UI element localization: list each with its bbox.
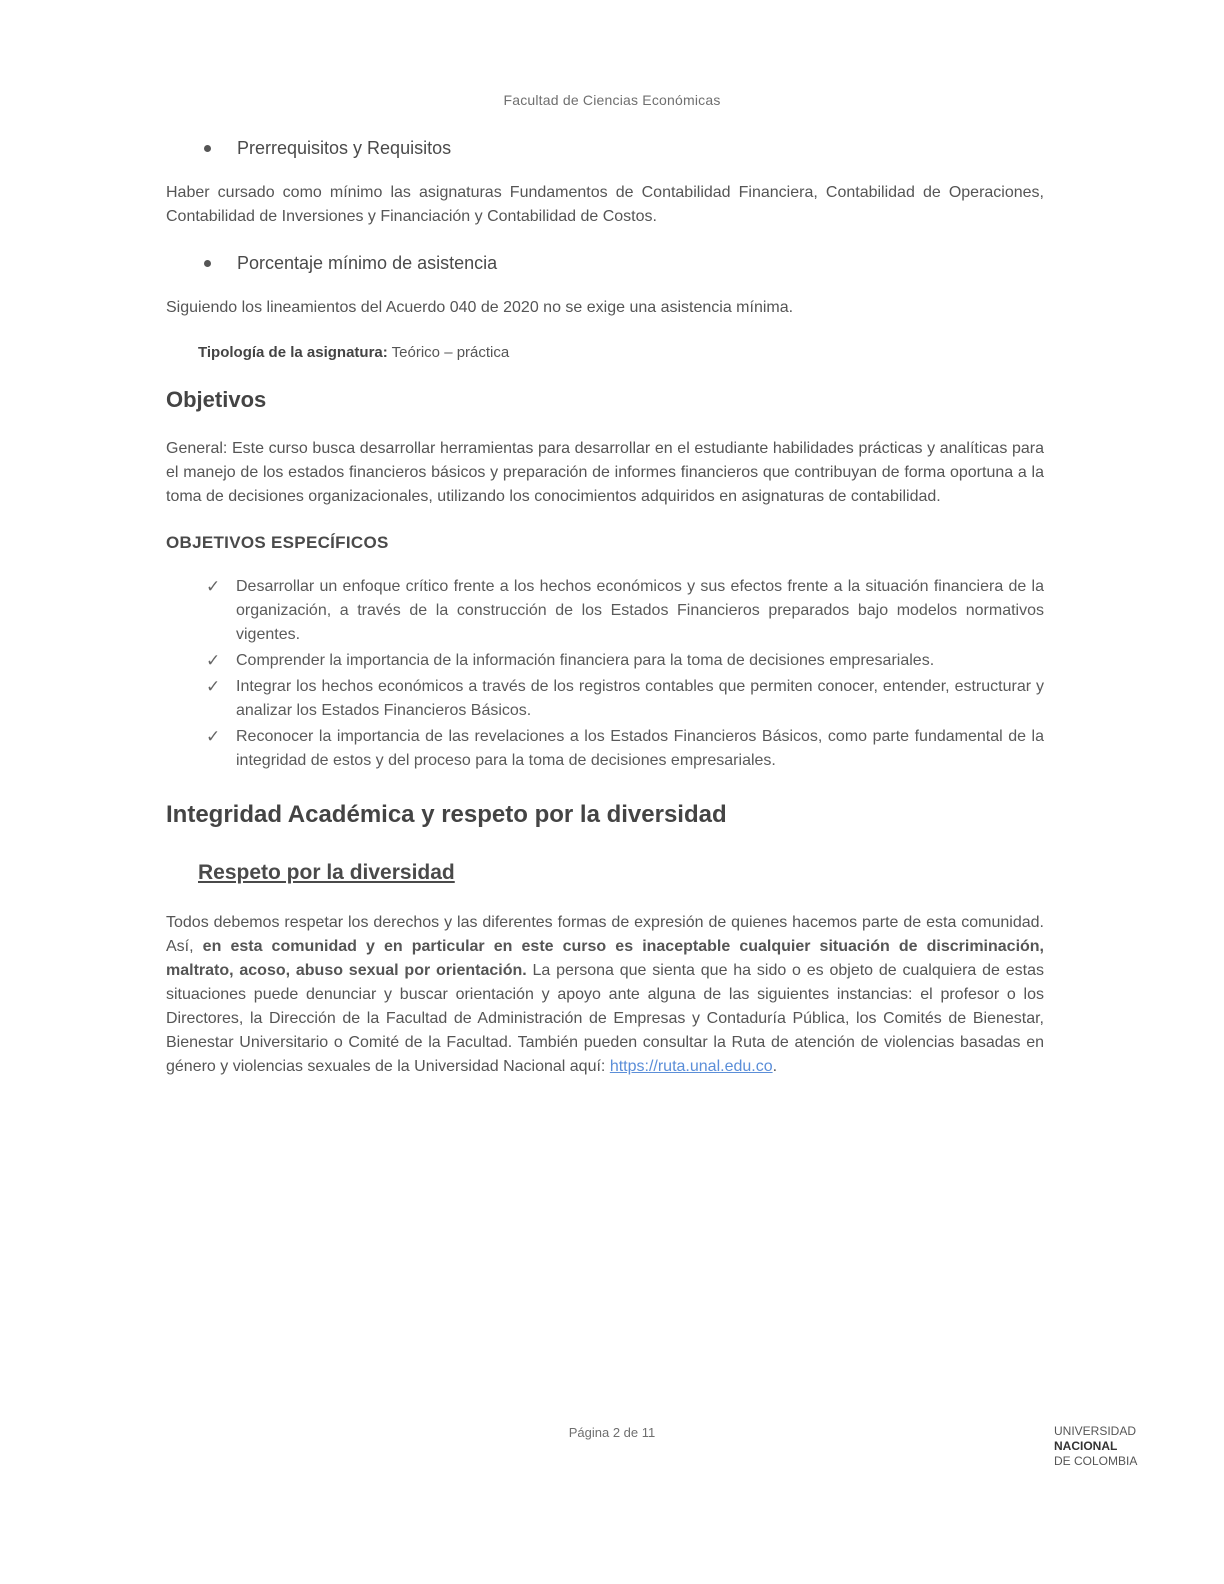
university-logo	[1054, 1424, 1164, 1469]
specific-objective-text: Desarrollar un enfoque crítico frente a los hechos económicos y sus efectos frente a la situación financiera de la organización, a través de la construcción de los Estados Financieros preparados bajo modelos normativos vigentes.	[236, 578, 1044, 643]
integrity-title: Integridad Académica y respeto por la diversidad	[166, 801, 727, 828]
respect-diversity-paragraph	[166, 911, 1044, 1079]
specific-objective-item	[206, 675, 1044, 723]
document-content	[166, 138, 1044, 1103]
prerequisites-heading-text: Prerrequisitos y Requisitos	[237, 138, 452, 158]
course-type-label: Tipología de la asignatura:	[198, 344, 388, 361]
general-objective-paragraph: General: Este curso busca desarrollar herramientas para desarrollar en el estudiante habilidades prácticas y analíticas para el manejo de los estados financieros básicos y preparación de informes financieros que contribuyan de forma oportuna a la toma de decisiones organizacionales, utilizando los conocimientos adquiridos en asignaturas de contabilidad.	[166, 440, 1044, 505]
respect-text-intro: Todos debemos respetar los derechos y las diferentes formas de expresión de quienes hacemos parte de esta comunidad. Así,	[166, 914, 1044, 955]
specific-objective-text: Reconocer la importancia de las revelaciones a los Estados Financieros Básicos, como parte fundamental de la integridad de estos y del proceso para la toma de decisiones empresariales.	[236, 728, 1044, 769]
specific-objective-item	[206, 575, 1044, 647]
checkmark-icon: ✓	[206, 727, 221, 746]
logo-line-3: DE COLOMBIA	[1054, 1454, 1138, 1468]
respect-text-body: La persona que sienta que ha sido o es objeto de cualquiera de estas situaciones puede denunciar y buscar orientación y apoyo ante alguna de las siguientes instancias: el profesor o los Directores, la Dirección de la Facultad de Administración de Empresas y Contaduría Pública, los Comités de Bienestar, Bienestar Universitario o Comité de la Facultad. También pueden consultar la Ruta de atención de violencias basadas en género y violencias sexuales de la Universidad Nacional aquí:	[166, 962, 1044, 1075]
logo-line-2: NACIONAL	[1054, 1439, 1118, 1453]
attendance-heading-text: Porcentaje mínimo de asistencia	[237, 253, 498, 273]
bullet-icon	[204, 260, 211, 267]
bullet-icon	[204, 145, 211, 152]
gender-violence-route-link[interactable]: https://ruta.unal.edu.co	[609, 1058, 773, 1075]
attendance-paragraph: Siguiendo los lineamientos del Acuerdo 040 de 2020 no se exige una asistencia mínima.	[166, 299, 794, 316]
respect-text-tail: .	[772, 1058, 778, 1075]
specific-objective-text: Integrar los hechos económicos a través de los registros contables que permiten conocer, entender, estructurar y analizar los Estados Financieros Básicos.	[236, 678, 1044, 719]
objectives-title: Objetivos	[166, 387, 267, 412]
course-type-line	[198, 344, 1044, 361]
prerequisites-paragraph: Haber cursado como mínimo las asignaturas Fundamentos de Contabilidad Financiera, Contabilidad de Operaciones, Contabilidad de Inversiones y Financiación y Contabilidad de Costos.	[166, 184, 1044, 225]
prerequisites-heading	[204, 138, 1044, 159]
specific-objectives-list	[166, 575, 1044, 773]
checkmark-icon: ✓	[206, 651, 221, 670]
specific-objective-item	[206, 649, 1044, 673]
specific-objectives-title: OBJETIVOS ESPECÍFICOS	[166, 533, 389, 552]
specific-objective-item	[206, 725, 1044, 773]
checkmark-icon: ✓	[206, 677, 221, 696]
page-number: Página 2 de 11	[568, 1425, 656, 1440]
running-header: Facultad de Ciencias Económicas	[503, 92, 721, 108]
course-type-value: Teórico – práctica	[391, 344, 510, 361]
specific-objective-text: Comprender la importancia de la información financiera para la toma de decisiones empresariales.	[236, 652, 935, 669]
logo-line-1: UNIVERSIDAD	[1054, 1424, 1137, 1438]
attendance-heading	[204, 253, 1044, 274]
respect-text-emphasis: en esta comunidad y en particular en este curso es inaceptable cualquier situación de discriminación, maltrato, acoso, abuso sexual por orientación.	[166, 938, 1045, 979]
checkmark-icon: ✓	[206, 577, 221, 596]
respect-diversity-title: Respeto por la diversidad	[198, 861, 455, 884]
